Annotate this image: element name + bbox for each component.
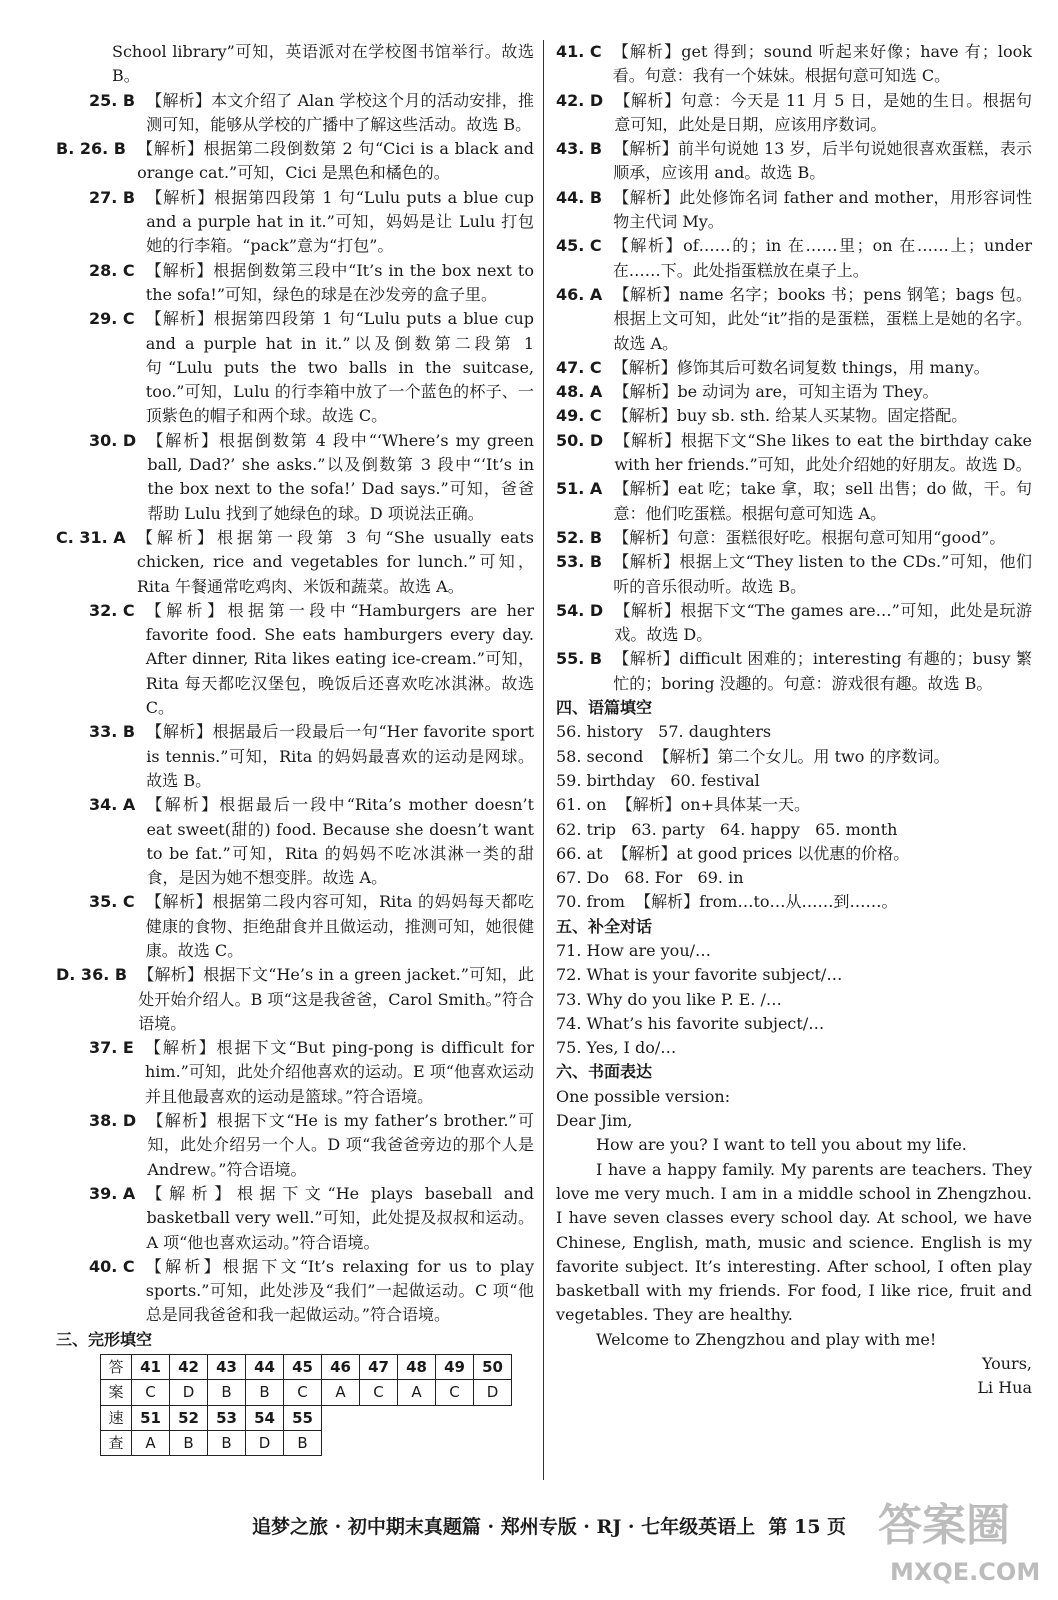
answer-explanation: 【解析】根据下文“But ping-pong is difficult for him.”可知，此处介绍他喜欢的运动。E 项“他喜欢运动并且他最喜欢的运动是篮球。”符合语境。 <box>144 1038 534 1106</box>
question-number-cell: 49 <box>436 1355 474 1380</box>
answer-number: 33. B <box>89 722 147 742</box>
answer-number: 54. D <box>556 600 615 620</box>
answer-number: 34. A <box>89 795 147 815</box>
answer-item <box>56 40 534 89</box>
answer-item <box>56 429 534 526</box>
answer-line: 62. trip 63. party 64. happy 65. month <box>556 819 898 839</box>
answer-item <box>56 526 534 599</box>
answer-number: 55. B <box>556 649 614 669</box>
answer-explanation: School library”可知，英语派对在学校图书馆举行。故选 B。 <box>112 42 534 86</box>
answer-explanation: 【解析】of……的；in 在……里；on 在……上；under 在……下。此处指蛋糕放在桌子上。 <box>612 236 1032 280</box>
answer-item <box>56 963 534 1036</box>
answer-explanation: 【解析】根据下文“It’s relaxing for us to play sports.”可知，此处涉及“我们”一起做运动。C 项“他总是同我爸爸和我一起做运动。”符合语境。 <box>145 1256 534 1325</box>
row-label-char: 查 <box>101 1430 132 1455</box>
answer-number: 47. C <box>556 357 613 377</box>
answer-explanation: 【解析】句意：蛋糕很好吃。根据句意可知用“good”。 <box>613 527 1006 547</box>
answer-line: 74. What’s his favorite subject/… <box>556 1013 825 1033</box>
answer-explanation: 【解析】根据第一段第 3 句“She usually eats chicken, rice and vegetables for lunch.”可知，Rita 午餐通常吃鸡肉、米饭和蔬菜。故选 A。 <box>136 527 534 596</box>
question-number-cell: 45 <box>284 1355 322 1380</box>
answer-explanation: 【解析】根据下文“He plays baseball and basketball very well.”可知，此处提及叔叔和运动。A 项“他也喜欢运动。”符合语境。 <box>146 1183 534 1252</box>
answer-item <box>556 40 1032 89</box>
answer-line: 67. Do 68. For 69. in <box>556 868 744 888</box>
section-heading-6: 六、书面表达 <box>556 1062 653 1082</box>
question-number-cell: 47 <box>360 1355 398 1380</box>
answer-line: 66. at 【解析】at good prices 以优惠的价格。 <box>556 843 910 863</box>
row-label-char: 速 <box>101 1405 132 1430</box>
answer-number: 35. C <box>89 892 146 912</box>
section-5-lines <box>556 939 1032 1060</box>
answer-cell: B <box>208 1430 246 1455</box>
row-label-char: 案 <box>101 1380 132 1405</box>
answer-line: 70. from 【解析】from…to…从……到……。 <box>556 892 898 912</box>
answer-explanation: 【解析】根据第二段内容可知，Rita 的妈妈每天都吃健康的食物、拒绝甜食并且做运动，推测可知，她很健康。故选 C。 <box>145 892 534 960</box>
answer-explanation: 【解析】根据下文“She likes to eat the birthday cake with her friends.”可知，此处介绍她的好朋友。故选 D。 <box>614 430 1032 475</box>
answer-line: 73. Why do you like P. E. /… <box>556 989 782 1009</box>
answer-line: 56. history 57. daughters <box>556 722 772 742</box>
cloze-answer-table <box>100 1354 512 1456</box>
answer-explanation: 【解析】get 得到；sound 听起来好像；have 有；look 看。句意：我有一个妹妹。根据句意可知选 C。 <box>612 42 1032 86</box>
answer-explanation: 【解析】根据最后一段最后一句“Her favorite sport is tennis.”可知，Rita 的妈妈最喜欢的运动是网球。故选 B。 <box>146 722 534 790</box>
question-number-cell: 54 <box>246 1405 284 1430</box>
answer-cell: D <box>246 1430 284 1455</box>
answer-item <box>556 477 1032 526</box>
answer-explanation: 【解析】此处修饰名词 father and mother，用形容词性物主代词 My。 <box>613 187 1032 232</box>
left-answer-list <box>56 40 534 1328</box>
answer-number: 43. B <box>556 139 614 159</box>
answer-cell: B <box>208 1380 246 1405</box>
answer-line: 71. How are you/… <box>556 940 712 960</box>
answer-number: 30. D <box>89 430 148 450</box>
answer-item <box>556 186 1032 235</box>
answer-cell: A <box>132 1430 170 1455</box>
question-number-cell: 42 <box>170 1355 208 1380</box>
question-number-cell: 51 <box>132 1405 170 1430</box>
answer-item <box>556 429 1032 478</box>
answer-item <box>56 1182 534 1255</box>
answer-number: 38. D <box>89 1111 148 1131</box>
answer-line: 59. birthday 60. festival <box>556 770 760 790</box>
answer-cell: B <box>246 1380 284 1405</box>
answer-item <box>556 599 1032 648</box>
answer-explanation: 【解析】根据第一段中“Hamburgers are her favorite food. She eats hamburgers every day. After dinner, Rita likes eating ice-cream.”可知，Rita 每天都吃汉堡包，晚饭后还喜欢吃冰淇淋。故选 C。 <box>145 600 534 718</box>
essay-closing: Yours, <box>981 1354 1032 1374</box>
question-number-cell: 52 <box>170 1405 208 1430</box>
answer-explanation: 【解析】name 名字；books 书；pens 钢笔；bags 包。根据上文可知，此处“it”指的是蛋糕，蛋糕上是她的名字。故选 A。 <box>613 284 1032 353</box>
answer-number: 29. C <box>89 309 146 329</box>
question-number-cell: 44 <box>246 1355 284 1380</box>
question-number-cell: 55 <box>284 1405 322 1430</box>
essay-greeting: Dear Jim, <box>556 1111 633 1131</box>
question-number-cell: 46 <box>322 1355 360 1380</box>
answer-cell: C <box>360 1380 398 1405</box>
answer-explanation: 【解析】根据下文“The games are…”可知，此处是玩游戏。故选 D。 <box>614 600 1032 645</box>
answer-number: 49. C <box>556 406 613 426</box>
answer-item <box>556 380 1032 404</box>
answer-number: 45. C <box>556 236 613 256</box>
essay-paragraph: Welcome to Zhengzhou and play with me! <box>596 1329 937 1349</box>
answer-explanation: 【解析】eat 吃；take 拿，取；sell 出售；do 做，干。句意：他们吃蛋糕。根据句意可知选 A。 <box>613 479 1032 523</box>
essay-intro: One possible version: <box>556 1086 731 1106</box>
answer-number: C. 31. A <box>56 527 137 547</box>
essay-paragraph: I have a happy family. My parents are teachers. They love me very much. I am in a middle school in Zhengzhou. I have seven classes every school day. At school, we have Chinese, English, math, music and science. English is my favorite subject. It’s interesting. After school, I often play basketball with my friends. For food, I like rice, fruit and vegetables. They are healthy. <box>556 1159 1032 1325</box>
answer-cell: A <box>322 1380 360 1405</box>
answer-item <box>556 89 1032 138</box>
answer-item <box>56 720 534 793</box>
answer-explanation: 【解析】根据下文“He is my father’s brother.”可知，此处介绍另一个人。D 项“我爸爸旁边的那个人是 Andrew。”符合语境。 <box>147 1111 534 1179</box>
answer-explanation: 【解析】根据第二段倒数第 2 句“Cici is a black and orange cat.”可知，Cici 是黑色和橘色的。 <box>137 139 534 183</box>
answer-item <box>556 526 1032 550</box>
answer-cell: C <box>284 1380 322 1405</box>
answer-number: 25. B <box>89 90 147 110</box>
answer-explanation: 【解析】根据倒数第 4 段中“‘Where’s my green ball, Dad?’ she asks.”以及倒数第 3 段中“‘It’s in the box next to the sofa!’ Dad says.”可知，爸爸帮助 Lulu 找到了她绿色的球。D 项说法正确。 <box>147 430 534 523</box>
answer-explanation: 【解析】difficult 困难的；interesting 有趣的；busy 繁忙的；boring 没趣的。句意：游戏很有趣。故选 B。 <box>613 649 1032 693</box>
row-label-char: 答 <box>101 1355 132 1380</box>
cloze-heading: 三、完形填空 <box>56 1329 153 1349</box>
answer-explanation: 【解析】根据第四段第 1 句“Lulu puts a blue cup and a purple hat in it.”可知，妈妈是让 Lulu 打包她的行李箱。“pack”意为“打包”。 <box>146 187 534 256</box>
answer-number: 44. B <box>556 187 614 207</box>
answer-explanation: 【解析】本文介绍了 Alan 学校这个月的活动安排，推测可知，能够从学校的广播中了解这些活动。故选 B。 <box>146 90 534 134</box>
answer-item <box>56 1036 534 1109</box>
section-heading-4: 四、语篇填空 <box>556 698 653 718</box>
question-number-cell: 41 <box>132 1355 170 1380</box>
answer-number: 32. C <box>89 600 146 620</box>
answer-cell: C <box>132 1380 170 1405</box>
question-number-cell: 50 <box>474 1355 512 1380</box>
answer-number: 51. A <box>556 479 614 499</box>
answer-item <box>56 599 534 720</box>
question-number-cell: 43 <box>208 1355 246 1380</box>
answer-explanation: 【解析】be 动词为 are，可知主语为 They。 <box>613 382 939 402</box>
answer-item <box>556 234 1032 283</box>
answer-item <box>56 793 534 890</box>
answer-item <box>556 550 1032 599</box>
watermark-url: MXQE.COM <box>890 1558 1041 1586</box>
answer-number: 52. B <box>556 527 614 547</box>
answer-cell: A <box>398 1380 436 1405</box>
answer-number: 46. A <box>556 284 614 304</box>
section-heading-5: 五、补全对话 <box>556 916 653 936</box>
answer-item <box>556 137 1032 186</box>
answer-number: 37. E <box>89 1038 145 1058</box>
answer-number: 27. B <box>89 187 147 207</box>
left-column <box>56 40 534 1456</box>
answer-explanation: 【解析】前半句说她 13 岁，后半句说她很喜欢蛋糕，表示顺承，应该用 and。故选 B。 <box>613 139 1032 183</box>
answer-cell: D <box>474 1380 512 1405</box>
answer-number: 39. A <box>89 1183 147 1203</box>
essay-paragraph: How are you? I want to tell you about my life. <box>596 1135 967 1155</box>
answer-item <box>56 89 534 138</box>
answer-number: B. 26. B <box>56 139 138 159</box>
answer-number: D. 36. B <box>56 965 139 985</box>
answer-cell: B <box>284 1430 322 1455</box>
answer-cell: C <box>436 1380 474 1405</box>
answer-item <box>56 307 534 428</box>
answer-line: 61. on 【解析】on+具体某一天。 <box>556 795 810 815</box>
answer-line: 72. What is your favorite subject/… <box>556 965 843 985</box>
answer-number: 42. D <box>556 90 615 110</box>
answer-cell: B <box>170 1430 208 1455</box>
column-divider <box>543 40 544 1480</box>
answer-item <box>56 890 534 963</box>
answer-item <box>56 259 534 308</box>
answer-item <box>556 647 1032 696</box>
answer-explanation: 【解析】根据上文“They listen to the CDs.”可知，他们听的音乐很动听。故选 B。 <box>613 552 1032 596</box>
answer-number: 50. D <box>556 430 615 450</box>
answer-item <box>56 137 534 186</box>
answer-explanation: 【解析】根据倒数第三段中“It’s in the box next to the sofa!”可知，绿色的球是在沙发旁的盒子里。 <box>145 260 534 304</box>
answer-item <box>56 1109 534 1182</box>
answer-line: 58. second 【解析】第二个女儿。用 two 的序数词。 <box>556 746 950 766</box>
essay-signature: Li Hua <box>977 1378 1032 1398</box>
right-answer-list <box>556 40 1032 696</box>
answer-number: 40. C <box>89 1256 146 1276</box>
answer-item <box>56 186 534 259</box>
question-number-cell: 48 <box>398 1355 436 1380</box>
page-footer: 追梦之旅 · 初中期末真题篇 · 郑州专版 · RJ · 七年级英语上 第 15 页 <box>252 1516 847 1538</box>
question-number-cell: 53 <box>208 1405 246 1430</box>
answer-line: 75. Yes, I do/… <box>556 1038 677 1058</box>
answer-number: 41. C <box>556 42 613 61</box>
answer-cell: D <box>170 1380 208 1405</box>
answer-item <box>556 356 1032 380</box>
watermark-text: 答案圈 <box>878 1500 1010 1551</box>
answer-explanation: 【解析】根据最后一段中“Rita’s mother doesn’t eat sweet(甜的) food. Because she doesn’t want to be fat.”可知，Rita 的妈妈不吃冰淇淋一类的甜食，是因为她不想变胖。故选 A。 <box>146 795 534 888</box>
answer-number: 53. B <box>556 552 614 572</box>
answer-number: 28. C <box>89 260 146 280</box>
answer-explanation: 【解析】句意：今天是 11 月 5 日，是她的生日。根据句意可知，此处是日期，应该用序数词。 <box>614 90 1032 134</box>
answer-item <box>56 1255 534 1328</box>
watermark-logo <box>868 1488 1048 1592</box>
answer-explanation: 【解析】修饰其后可数名词复数 things，用 many。 <box>612 357 990 377</box>
answer-item <box>556 404 1032 428</box>
answer-number: 48. A <box>556 382 614 402</box>
right-column <box>556 40 1032 1401</box>
answer-item <box>556 283 1032 356</box>
answer-explanation: 【解析】buy sb. sth. 给某人买某物。固定搭配。 <box>612 406 968 426</box>
answer-explanation: 【解析】根据下文“He’s in a green jacket.”可知，此处开始介绍人。B 项“这是我爸爸，Carol Smith。”符合语境。 <box>138 965 534 1033</box>
section-4-lines <box>556 720 1032 914</box>
answer-explanation: 【解析】根据第四段第 1 句“Lulu puts a blue cup and a purple hat in it.”以及倒数第二段第 1 句“Lulu puts the two balls in the suitcase, too.”可知，Lulu 的行李箱中放了一个蓝色的杯子、一顶紫色的帽子和两个球。故选 C。 <box>145 309 534 426</box>
